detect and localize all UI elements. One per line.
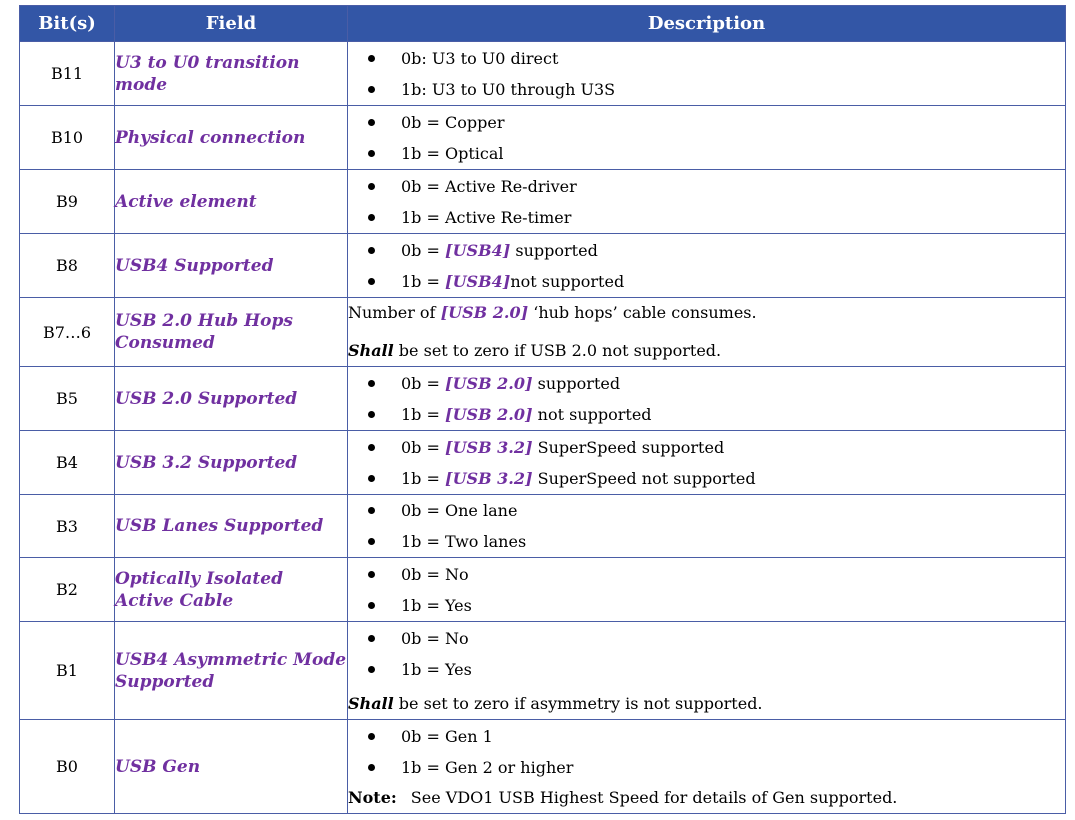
field-name: USB Gen [115,720,348,814]
field-name: Physical connection [115,106,348,170]
bullet-icon [368,55,375,62]
header-row [20,6,1066,42]
table-row [20,720,1066,814]
bullet-item: 1b = Yes [348,590,1065,621]
bullet-item: 1b: U3 to U0 through U3S [348,74,1065,105]
bullet-item: 1b = Active Re-timer [348,202,1065,233]
bullet-icon [368,380,375,387]
field-name: USB 2.0 Supported [115,367,348,431]
bullet-icon [368,733,375,740]
spec-reference: [USB 3.2] [445,468,533,488]
table-row [20,298,1066,367]
note-label: Note: [348,787,397,807]
description-text: Shall be set to zero if USB 2.0 not supported. [348,341,722,360]
bullet-icon [368,411,375,418]
table-row [20,495,1066,558]
bit-cell: B1 [20,622,115,720]
bit-cell: B11 [20,42,115,106]
bullet-icon [368,635,375,642]
description-text: Shall be set to zero if asymmetry is not supported. [348,693,763,713]
bullet-item: 0b = No [348,559,1065,590]
description-cell [348,42,1066,106]
bullet-item: 1b = Yes [348,654,1065,685]
table-row [20,42,1066,106]
bullet-icon [368,150,375,157]
field-name: USB 3.2 Supported [115,431,348,495]
field-name: USB Lanes Supported [115,495,348,558]
bullet-icon [368,666,375,673]
header-field: Field [115,6,348,42]
bullet-item: 1b = [USB 3.2] SuperSpeed not supported [348,463,1065,494]
description-cell [348,495,1066,558]
bit-cell: B5 [20,367,115,431]
bit-cell: B8 [20,234,115,298]
shall-keyword: Shall [348,693,394,713]
description-cell [348,622,1066,720]
bullet-item: 0b = [USB 3.2] SuperSpeed supported [348,432,1065,463]
bullet-icon [368,571,375,578]
bullet-item: 0b = Copper [348,107,1065,138]
bullet-item: 0b = Active Re-driver [348,171,1065,202]
bullet-icon [368,119,375,126]
table-row [20,367,1066,431]
note-text: Note: See VDO1 USB Highest Speed for details of Gen supported. [348,787,898,807]
bullet-item: 1b = Gen 2 or higher [348,752,1065,783]
table-row [20,431,1066,495]
table-row [20,106,1066,170]
bullet-icon [368,247,375,254]
table-row [20,170,1066,234]
table-row [20,558,1066,622]
bullet-icon [368,86,375,93]
spec-reference: [USB 2.0] [440,303,529,322]
bit-cell: B10 [20,106,115,170]
table-row [20,622,1066,720]
spec-reference: [USB4] [445,271,511,291]
description-cell [348,367,1066,431]
table-row [20,234,1066,298]
bullet-icon [368,214,375,221]
spec-reference: [USB 2.0] [445,373,533,393]
description-cell [348,298,1066,367]
bullet-item: 0b = No [348,623,1065,654]
field-name: USB4 Asymmetric Mode Supported [115,622,348,720]
header-bits: Bit(s) [20,6,115,42]
bullet-icon [368,183,375,190]
bullet-item: 0b: U3 to U0 direct [348,43,1065,74]
bullet-item: 0b = [USB 2.0] supported [348,368,1065,399]
bullet-item: 0b = Gen 1 [348,721,1065,752]
spec-reference: [USB 3.2] [445,437,533,457]
bit-cell: B7…6 [20,298,115,367]
bit-cell: B2 [20,558,115,622]
description-cell [348,558,1066,622]
description-cell [348,106,1066,170]
description-text: Number of [USB 2.0] ‘hub hops’ cable consumes. [348,303,757,322]
bullet-icon [368,602,375,609]
bullet-item: 0b = [USB4] supported [348,235,1065,266]
bullet-icon [368,538,375,545]
field-name: Active element [115,170,348,234]
shall-keyword: Shall [348,341,394,360]
bullet-item: 1b = Optical [348,138,1065,169]
header-description: Description [348,6,1066,42]
bit-field-table [19,5,1066,814]
bullet-item: 1b = [USB4] not supported [348,266,1065,297]
spec-reference: [USB 2.0] [445,404,533,424]
bullet-icon [368,507,375,514]
bullet-item: 0b = One lane [348,495,1065,526]
field-name: USB 2.0 Hub Hops Consumed [115,298,348,367]
bullet-icon [368,475,375,482]
bullet-icon [368,764,375,771]
bit-cell: B0 [20,720,115,814]
description-cell [348,720,1066,814]
description-cell [348,170,1066,234]
description-cell [348,431,1066,495]
field-name: USB4 Supported [115,234,348,298]
bullet-icon [368,444,375,451]
bullet-icon [368,278,375,285]
bit-cell: B9 [20,170,115,234]
bit-cell: B4 [20,431,115,495]
bit-cell: B3 [20,495,115,558]
bullet-item: 1b = Two lanes [348,526,1065,557]
spec-reference: [USB4] [445,240,511,260]
bullet-item: 1b = [USB 2.0] not supported [348,399,1065,430]
field-name: Optically Isolated Active Cable [115,558,348,622]
description-cell [348,234,1066,298]
field-name: U3 to U0 transition mode [115,42,348,106]
